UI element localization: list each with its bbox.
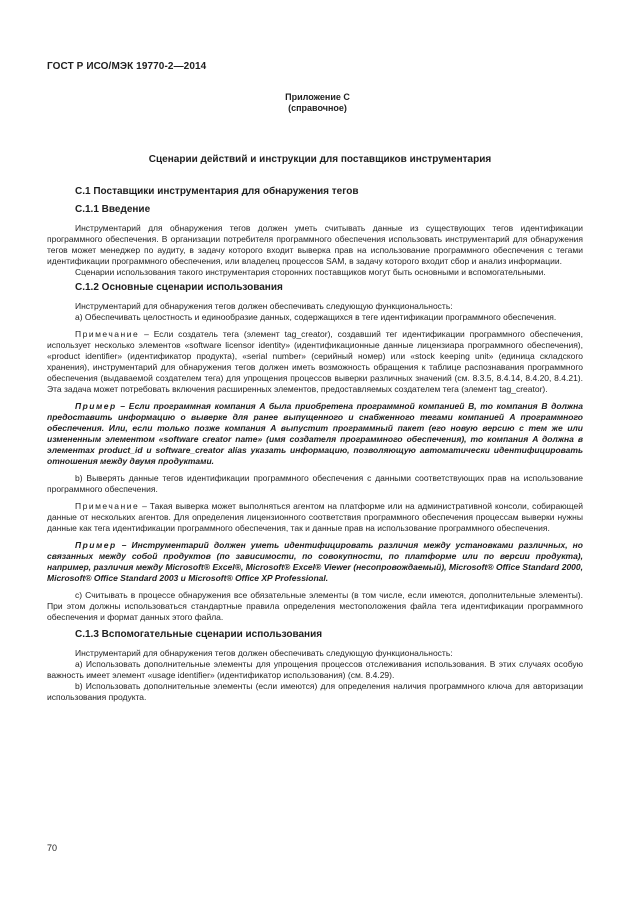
note-text: – Если создатель тега (элемент tag_creator), создавший тег идентификации программного обеспечения, использует несколько элементов «software licensor identity» (идентификационные данные лицензиара программного обеспечения), «product identifier» (идентификатор продукта), «serial number» (серийный номер) или «stock keeping unit» (единица складского хранения), инструментарий для обнаружения тегов должен иметь возможность обращения к таблице распознавания программного обеспечения (выдаваемой создателем тега) для упрощения процессов выверки различных значений (см. 8.3.5, 8.4.14, 8.4.20, 8.4.21). Эта задача может потребовать включения расширенных элементов, предоставляемых создателем тега (элемент tag_creator). xyxy=(47,329,583,394)
page-number: 70 xyxy=(47,843,58,853)
list-item-main-a: а) Обеспечивать целостность и единообразие данных, содержащихся в теге идентификации программного обеспечения. xyxy=(75,312,557,322)
note-1 xyxy=(47,329,583,395)
appendix-title: Сценарии действий и инструкции для поставщиков инструментария xyxy=(148,154,492,165)
document-body xyxy=(47,186,583,703)
example-1 xyxy=(47,401,583,467)
appendix-kind: (справочное) xyxy=(288,103,347,113)
note-text: – Такая выверка может выполняться агентом на платформе или на административной консоли, собирающей данные от нескольких агентов. Для определения лицензионного соответствия программного обеспечения процессам выверки нужны данные как тега идентификации программного обеспечения, так и данные прав на использование программного обеспечения. xyxy=(47,501,583,533)
section-heading-c13: С.1.3 Вспомогательные сценарии использования xyxy=(75,629,323,640)
paragraph-intro-1: Инструментарий для обнаружения тегов должен уметь считывать данные из существующих тегов идентификации программного обеспечения. В организации потребителя программного обеспечения использовать инструментарий для обнаружения тегов может менеджер по аудиту, в задачу которого входит выверка прав на использование программного обеспечения с тегами идентификации программного обеспечения, или владелец процессов SAM, в задачу которого входит сбор и анализ информации. xyxy=(47,223,583,266)
section-heading-c12: С.1.2 Основные сценарии использования xyxy=(75,282,283,293)
list-item-main-c: c) Считывать в процессе обнаружения все обязательные элементы (в том числе, если имеются, дополнительные элементы). При этом должны использоваться стандартные правила определения местоположения файла тега идентификации программного обеспечения и формат данных этого файла. xyxy=(47,590,583,622)
list-item-main-b: b) Выверять данные тегов идентификации программного обеспечения с данными соответствующих прав на использование программного обеспечения. xyxy=(47,473,583,494)
paragraph-main-lead: Инструментарий для обнаружения тегов должен обеспечивать следующую функциональность: xyxy=(75,301,453,311)
note-2 xyxy=(47,501,583,534)
appendix-heading xyxy=(0,92,630,114)
note-label: Примечание xyxy=(75,329,140,339)
standard-header: ГОСТ Р ИСО/МЭК 19770-2—2014 xyxy=(47,61,207,72)
example-2 xyxy=(47,540,583,584)
list-item-aux-b: b) Использовать дополнительные элементы (если имеются) для определения наличия программного ключа для авторизации использования продукта. xyxy=(47,681,583,702)
appendix-label: Приложение С xyxy=(285,92,350,102)
example-text: – Инструментарий должен уметь идентифицировать различия между установками различных, но связанных между собой продуктов (по зависимости, по совокупности, по платформе или по версии продукта), например, различия между Microsoft® Excel®, Microsoft® Excel® Viewer (несопровождаемый), Microsoft® Office Standard 2000, Microsoft® Office Standard 2003 и Microsoft® Office XP Professional. xyxy=(47,540,583,583)
note-label: Примечание xyxy=(75,501,140,511)
example-text: – Если программная компания A была приобретена программной компанией B, то компания B должна предоставить информацию о выверке для ранее выпущенного и снабженного тегами компанией A программного обеспечения. Или, если только позже компания A выпустит программный пакет (его новую версию с тем же или измененным элементом «software creator name» (имя создателя программного обеспечения), то компания A должна в элементах product_id и software_creator alias указать информацию, позволяющую автоматически идентифицировать отношения между двумя продуктами. xyxy=(47,401,583,466)
paragraph-aux-lead: Инструментарий для обнаружения тегов должен обеспечивать следующую функциональность: xyxy=(75,648,453,658)
section-heading-c11: С.1.1 Введение xyxy=(75,204,151,215)
example-label: Пример xyxy=(75,540,117,550)
section-heading-c1: С.1 Поставщики инструментария для обнаружения тегов xyxy=(75,186,359,197)
example-label: Пример xyxy=(75,401,117,411)
list-item-aux-a: а) Использовать дополнительные элементы для упрощения процессов отслеживания использования. В этих случаях особую важность имеет элемент «usage identifier» (идентификатор использования) (см. 8.4.29). xyxy=(47,659,583,680)
paragraph-intro-2: Сценарии использования такого инструментария сторонних поставщиков могут быть основными и вспомогательными. xyxy=(75,267,546,277)
